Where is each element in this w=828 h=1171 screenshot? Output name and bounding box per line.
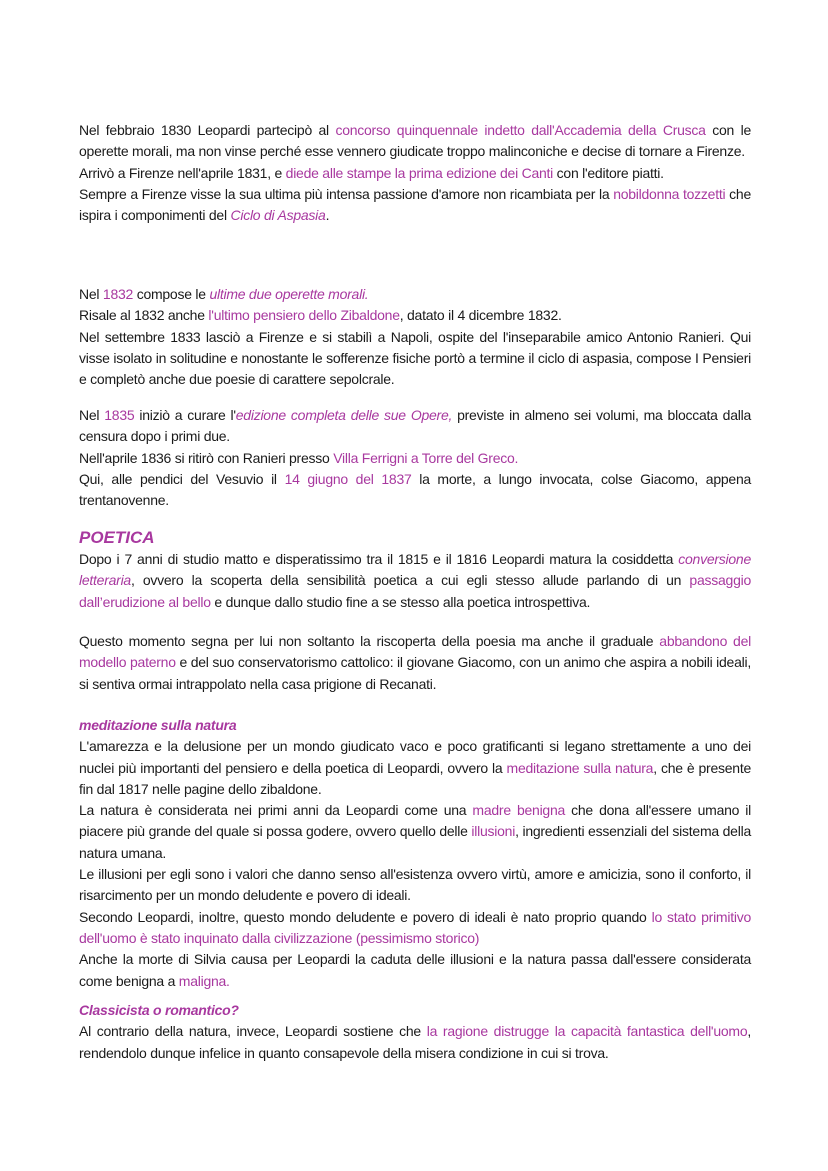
highlighted-text: meditazione sulla natura: [506, 759, 654, 776]
text-run: Nel settembre 1833 lasciò a Firenze e si stabilì a Napoli, ospite del l'inseparabile amico Antonio Ranieri. Qui visse isolato in solitudine e nonostante le sofferenze fisiche portò a termine il ciclo di aspasia, compose I Pensieri e completò anche due poesie di carattere sepolcrale.: [79, 328, 751, 388]
highlighted-text: 14 giugno del 1837: [284, 470, 412, 487]
paragraph: [79, 907, 751, 950]
text-run: la morte, a lungo invocata, colse Giacomo, appena trentanovenne.: [79, 470, 752, 509]
text-run: Secondo Leopardi, inoltre, questo mondo deludente e povero di ideali è nato proprio quando: [79, 908, 652, 925]
paragraph: [79, 305, 751, 326]
text-run: Risale al 1832 anche: [79, 307, 209, 324]
paragraph: [79, 184, 751, 227]
paragraph: [79, 736, 751, 800]
text-section: [79, 405, 751, 511]
highlighted-text: lo stato primitivo dell'uomo è stato inquinato dalla civilizzazione (pessimismo storico): [79, 908, 751, 946]
subsection-heading: Classicista o romantico?: [79, 1002, 239, 1018]
highlighted-text: Ciclo di Aspasia: [230, 207, 326, 224]
highlighted-text: maligna.: [178, 972, 230, 989]
highlighted-text: concorso quinquennale indetto dall'Accademia della Crusca: [335, 122, 706, 138]
text-section: [79, 527, 751, 613]
text-run: con le operette morali, ma non vinse perché esse vennero giudicate troppo malinconiche e decise di tornare a Firenze.: [79, 122, 752, 160]
text-run: Al contrario della natura, invece, Leopardi sostiene che: [79, 1023, 427, 1040]
subsection-heading: meditazione sulla natura: [79, 717, 237, 733]
text-run: Nel: [79, 407, 105, 423]
highlighted-text: madre benigna: [472, 802, 566, 819]
text-run: , datato il 4 dicembre 1832.: [399, 307, 562, 324]
highlighted-text: passaggio dall’erudizione al bello: [79, 572, 751, 610]
paragraph: [79, 327, 751, 391]
paragraph: [79, 800, 751, 864]
text-section: [79, 284, 751, 390]
text-run: Qui, alle pendici del Vesuvio il: [79, 470, 285, 487]
section-heading: POETICA: [79, 528, 155, 547]
text-run: e del suo conservatorismo cattolico: il giovane Giacomo, con un animo che aspira a nobili ideali, si sentiva ormai intrappolato nella casa prigione di Recanati.: [79, 654, 751, 692]
text-run: , che è presente fin dal 1817 nelle pagine dello zibaldone.: [79, 759, 751, 797]
highlighted-text: edizione completa delle sue Opere,: [235, 407, 453, 423]
highlighted-text: la ragione distrugge la capacità fantastica dell'uomo: [426, 1023, 748, 1040]
paragraph: [79, 949, 751, 992]
highlighted-text: 1832: [102, 286, 134, 302]
highlighted-text: l'ultimo pensiero dello Zibaldone: [208, 307, 400, 324]
text-run: Nel febbraio 1830 Leopardi partecipò al: [79, 122, 336, 138]
paragraph: [79, 163, 751, 184]
highlighted-text: illusioni: [471, 823, 516, 840]
text-run: La natura è considerata nei primi anni da Leopardi come una: [79, 802, 473, 819]
text-run: che dona all'essere umano il piacere più grande del quale si possa godere, ovvero quello delle: [79, 802, 751, 840]
text-run: .: [325, 207, 330, 224]
text-run: , ovvero la scoperta della sensibilità poetica a cui egli stesso allude parlando di un: [130, 572, 690, 589]
text-run: Dopo i 7 anni di studio matto e disperatissimo tra il 1815 e il 1816 Leopardi matura la cosiddetta: [79, 551, 679, 567]
text-run: Sempre a Firenze visse la sua ultima più intensa passione d'amore non ricambiata per la: [79, 185, 614, 202]
highlighted-text: abbandono del modello paterno: [79, 633, 751, 671]
text-run: Nel: [79, 286, 103, 302]
paragraph: [79, 448, 751, 469]
text-run: , rendendolo dunque infelice in quanto consapevole della misera condizione in cui si trova.: [79, 1023, 752, 1061]
text-run: Anche la morte di Silvia causa per Leopardi la caduta delle illusioni e la natura passa dall'essere considerata come benigna a: [79, 951, 751, 989]
highlighted-text: diede alle stampe la prima edizione dei Canti: [285, 164, 554, 181]
text-section: [79, 631, 751, 695]
highlighted-text: conversione letteraria: [79, 551, 751, 589]
paragraph: [79, 549, 751, 613]
text-run: Le illusioni per egli sono i valori che danno senso all'esistenza ovvero virtù, amore e amicizia, sono il conforto, il risarcimento per un mondo deludente e povero di ideali.: [79, 866, 751, 904]
text-run: con l'editore piatti.: [553, 164, 664, 181]
text-run: e dunque dallo studio fine a se stesso alla poetica introspettiva.: [210, 593, 591, 610]
paragraph: [79, 284, 751, 305]
text-run: previste in almeno sei volumi, ma bloccata dalla censura dopo i primi due.: [79, 407, 752, 445]
text-run: Arrivò a Firenze nell'aprile 1831, e: [79, 164, 286, 181]
text-run: iniziò a curare l': [134, 407, 236, 423]
highlighted-text: ultime due operette morali.: [209, 286, 369, 302]
paragraph: [79, 1021, 751, 1064]
text-section: [79, 120, 751, 226]
text-section: [79, 715, 751, 992]
text-run: che ispira i componimenti del: [79, 185, 751, 224]
text-run: Nell'aprile 1836 si ritirò con Ranieri presso: [79, 449, 334, 466]
paragraph: [79, 864, 751, 907]
highlighted-text: 1835: [104, 407, 135, 423]
text-run: compose le: [133, 286, 210, 302]
paragraph: [79, 631, 751, 695]
text-run: Questo momento segna per lui non soltanto la riscoperta della poesia ma anche il graduale: [79, 633, 660, 649]
paragraph: [79, 120, 751, 163]
highlighted-text: nobildonna tozzetti: [613, 185, 726, 202]
highlighted-text: Villa Ferrigni a Torre del Greco.: [333, 449, 519, 466]
text-section: [79, 1000, 751, 1064]
paragraph: [79, 405, 751, 448]
paragraph: [79, 469, 751, 512]
text-run: , ingredienti essenziali del sistema della natura umana.: [79, 823, 751, 861]
text-run: L'amarezza e la delusione per un mondo giudicato vaco e poco gratificanti si legano strettamente a uno dei nuclei più importanti del pensiero e della poetica di Leopardi, ovvero la: [79, 738, 751, 776]
